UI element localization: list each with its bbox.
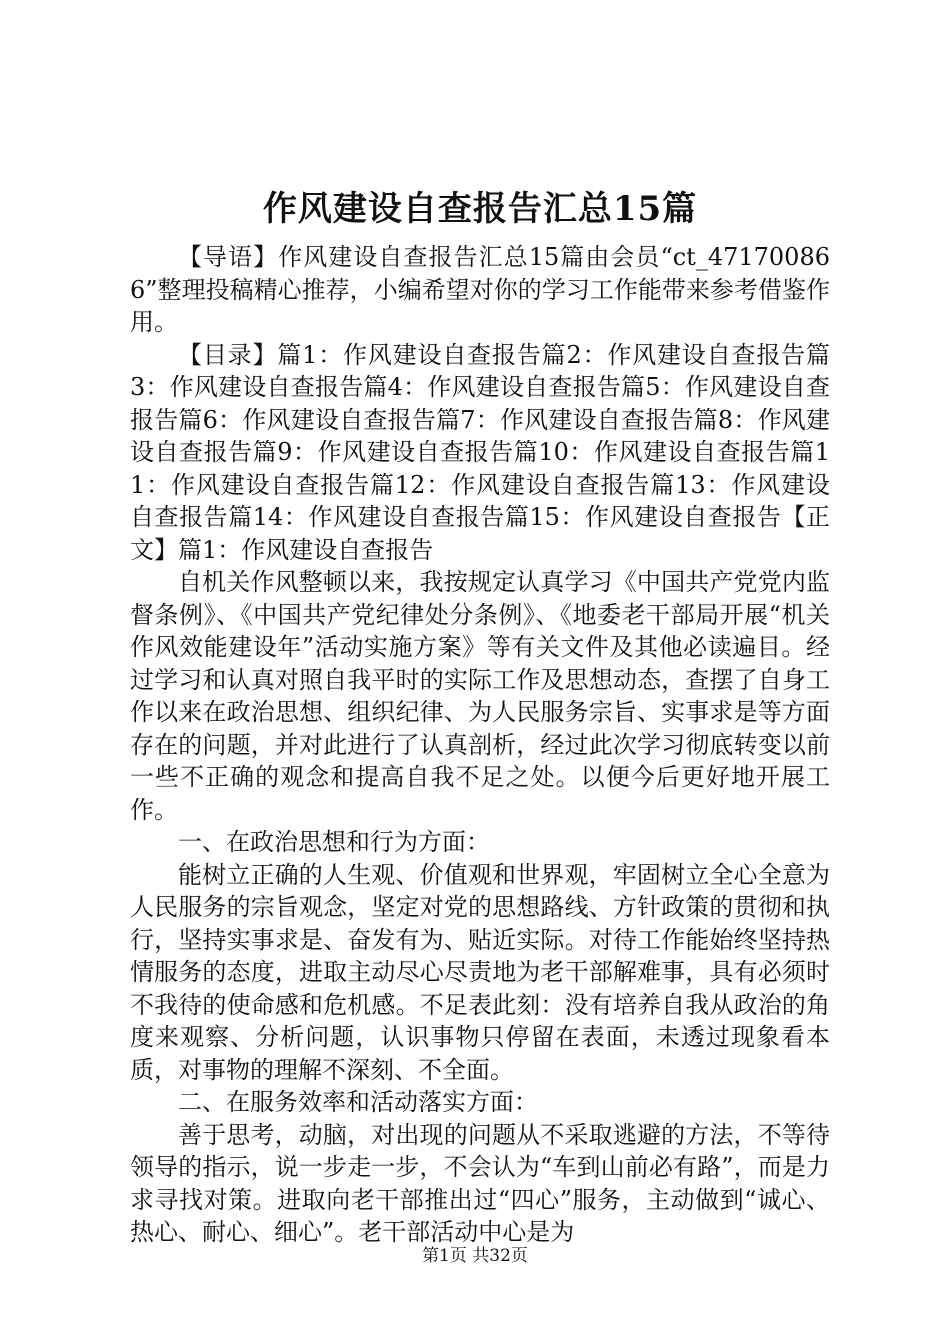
body-paragraph: 善于思考，动脑，对出现的问题从不采取逃避的方法，不等待领导的指示，说一步走一步，不会认为“车到山前必有路”，而是力求寻找对策。进取向老干部推出过“四心”服务，主动做到“诚心、热心、耐心、细心”。老干部活动中心是为 bbox=[130, 1120, 830, 1246]
section-heading: 二、在服务效率和活动落实方面： bbox=[178, 1088, 538, 1116]
body-paragraph: 能树立正确的人生观、价值观和世界观，牢固树立全心全意为人民服务的宗旨观念，坚定对党的思想路线、方针政策的贯彻和执行，坚持实事求是、奋发有为、贴近实际。对待工作能始终坚持热情服务的态度，进取主动尽心尽责地为老干部解难事，具有必须时不我待的使命感和危机感。不足表此刻：没有培养自我从政治的角度来观察、分析问题，认识事物只停留在表面，未透过现象看本质，对事物的理解不深刻、不全面。 bbox=[130, 860, 830, 1084]
document-title: 作风建设自查报告汇总15篇 bbox=[262, 189, 698, 229]
page-footer: 第1页 共32页 bbox=[422, 1246, 528, 1266]
document-page bbox=[130, 185, 830, 1249]
intro-paragraph: 【导语】作风建设自查报告汇总15篇由会员“ct_471700866”整理投稿精心推荐，小编希望对你的学习工作能带来参考借鉴作用。 bbox=[130, 243, 830, 336]
toc-paragraph: 【目录】篇1：作风建设自查报告篇2：作风建设自查报告篇3：作风建设自查报告篇4：作风建设自查报告篇5：作风建设自查报告篇6：作风建设自查报告篇7：作风建设自查报告篇8：作风建设自查报告篇9：作风建设自查报告篇10：作风建设自查报告篇11：作风建设自查报告篇12：作风建设自查报告篇13：作风建设自查报告篇14：作风建设自查报告篇15：作风建设自查报告【正文】篇1：作风建设自查报告 bbox=[130, 340, 830, 564]
section-heading: 一、在政治思想和行为方面： bbox=[178, 828, 490, 856]
body-paragraph: 自机关作风整顿以来，我按规定认真学习《中国共产党党内监督条例》、《中国共产党纪律处分条例》、《地委老干部局开展“机关作风效能建设年”活动实施方案》等有关文件及其他必读遍目。经过学习和认真对照自我平时的实际工作及思想动态，查摆了自身工作以来在政治思想、组织纪律、为人民服务宗旨、实事求是等方面存在的问题，并对此进行了认真剖析，经过此次学习彻底转变以前一些不正确的观念和提高自我不足之处。以便今后更好地开展工作。 bbox=[130, 568, 830, 824]
